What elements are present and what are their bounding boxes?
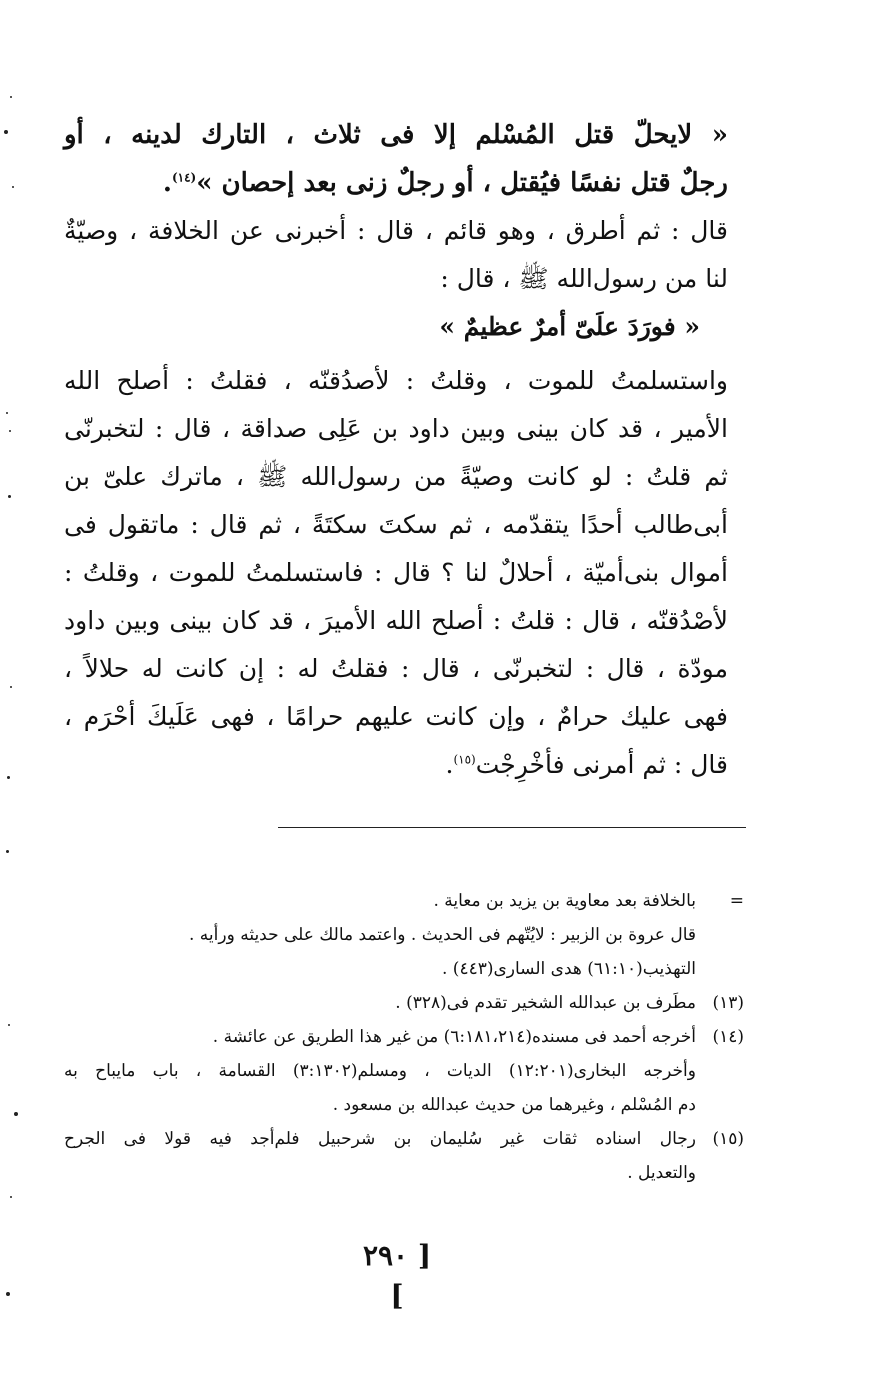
footnote-line	[64, 958, 744, 992]
footnote-text: أخرجه أحمد فى مسنده(٦:١٨١،٢١٤) من غير هذا الطريق عن عائشة .	[212, 1027, 696, 1047]
scan-speck	[6, 1292, 10, 1296]
body-line-3: قال : ثم أطرق ، وهو قائم ، قال : أخبرنى عن الخلافة ، وصيّةٌ	[64, 216, 728, 245]
body-line-12: مودّة ، قال : لتخبرنّى ، قال : فقلتُ له : إن كانت له حلالاً ،	[64, 654, 728, 683]
footnote-number: =	[729, 891, 744, 911]
quote-line: « فورَدَ علَىّ أمرٌ عظيمٌ »	[439, 312, 700, 341]
footnote-number: (١٥)	[712, 1129, 744, 1149]
footnote-text: مطَرف بن عبدالله الشخير تقدم فى(٣٢٨) .	[395, 993, 696, 1013]
footnote-line	[64, 1162, 744, 1196]
scan-speck	[14, 1112, 18, 1116]
footnote-line	[64, 924, 744, 958]
scan-speck	[9, 430, 11, 432]
hadith-line-2	[64, 168, 728, 216]
footnote-line	[64, 1026, 744, 1060]
scan-speck	[6, 850, 9, 853]
scan-speck	[12, 186, 14, 188]
footnote-line	[64, 1060, 744, 1094]
footnote-text: بالخلافة بعد معاوية بن يزيد بن معاية .	[433, 891, 696, 911]
footnote-text: التهذيب(٦١:١٠) هدى السارى(٤٤٣) .	[441, 959, 696, 979]
footnote-separator	[278, 827, 746, 828]
footnotes	[64, 890, 744, 1196]
page-number-bracket-left: [	[417, 1239, 432, 1272]
footnote-text: قال عروة بن الزبير : لايُتّهم فى الحديث . واعتمد مالك على حديثه ورأيه .	[189, 925, 696, 945]
hadith-line-2-text: رجلٌ قتل نفسًا فيُقتل ، أو رجلٌ زنى بعد إحصان »	[196, 168, 728, 198]
body-line-14-end: .	[445, 750, 454, 779]
footnote-text: والتعديل .	[627, 1163, 696, 1183]
page-number	[352, 1236, 442, 1312]
body-line-9: أبى‌طالب أحدًا يتقدّمه ، ثم سكتَ سكتَةً ، ثم قال : ماتقول فى	[64, 510, 728, 539]
footnote-text: رجال اسناده ثقات غير سُليمان بن شرحبيل فلم‌أجد فيه قولا فى الجرح	[64, 1129, 696, 1149]
body-line-6: واستسلمتُ للموت ، وقلتُ : لأصدُقنّه ، فقلتُ : أصلح الله	[64, 366, 728, 395]
scan-speck	[10, 1196, 12, 1198]
body-line-14	[64, 750, 728, 798]
footnote-number: (١٣)	[712, 993, 744, 1013]
body-line-7: الأمير ، قد كان بينى وبين داود بن عَلِى صداقة ، قال : لتخبرنّى	[64, 414, 728, 443]
body-line-10: أموال بنى‌أميّة ، أحلالٌ لنا ؟ قال : فاستسلمتُ للموت ، وقلتُ :	[64, 558, 728, 587]
scan-speck	[6, 412, 8, 414]
scan-speck	[7, 776, 10, 779]
footnote-line	[64, 992, 744, 1026]
body-line-11: لأصْدُقنّه ، قال : قلتُ : أصلح الله الأميرَ ، قد كان بينى وبين داود	[64, 606, 728, 635]
footnote-text: وأخرجه البخارى(١٢:٢٠١) الديات ، ومسلم(٣:١٣٠٢) القسامة ، باب مايباح به	[64, 1061, 696, 1081]
footnote-ref-15: (١٥)	[453, 752, 476, 767]
hadith-line-2-end: .	[162, 168, 172, 198]
body-line-4: لنا من رسول‌الله ﷺ ، قال :	[440, 264, 728, 293]
scan-speck	[10, 686, 12, 688]
footnote-line	[64, 890, 744, 924]
footnote-number: (١٤)	[712, 1027, 744, 1047]
body-line-14-text: قال : ثم أمرنى فأخْرِجْت	[475, 750, 728, 779]
footnote-line	[64, 1094, 744, 1128]
footnote-text: دم المُسْلم ، وغيرهما من حديث عبدالله بن مسعود .	[332, 1095, 696, 1115]
scan-speck	[10, 96, 12, 98]
body-line-13: فهى عليك حرامٌ ، وإن كانت عليهم حرامًا ، فهى عَلَيكَ أحْرَم ،	[64, 702, 728, 731]
main-text	[64, 120, 728, 798]
scan-speck	[8, 495, 11, 498]
scan-speck	[4, 130, 8, 134]
scan-speck	[8, 1024, 10, 1026]
body-line-8: ثم قلتُ : لو كانت وصيّةً من رسول‌الله ﷺ ، ماترك علىّ بن	[64, 462, 728, 491]
page-number-value: ٢٩٠	[362, 1239, 409, 1272]
hadith-line-1: « لايحلّ قتل المُسْلم إلا فى ثلاث ، التارك لدينه ، أو	[64, 120, 728, 150]
footnote-line	[64, 1128, 744, 1162]
footnote-ref-14: (١٤)	[171, 170, 197, 185]
page-number-bracket-right: ]	[390, 1279, 404, 1312]
